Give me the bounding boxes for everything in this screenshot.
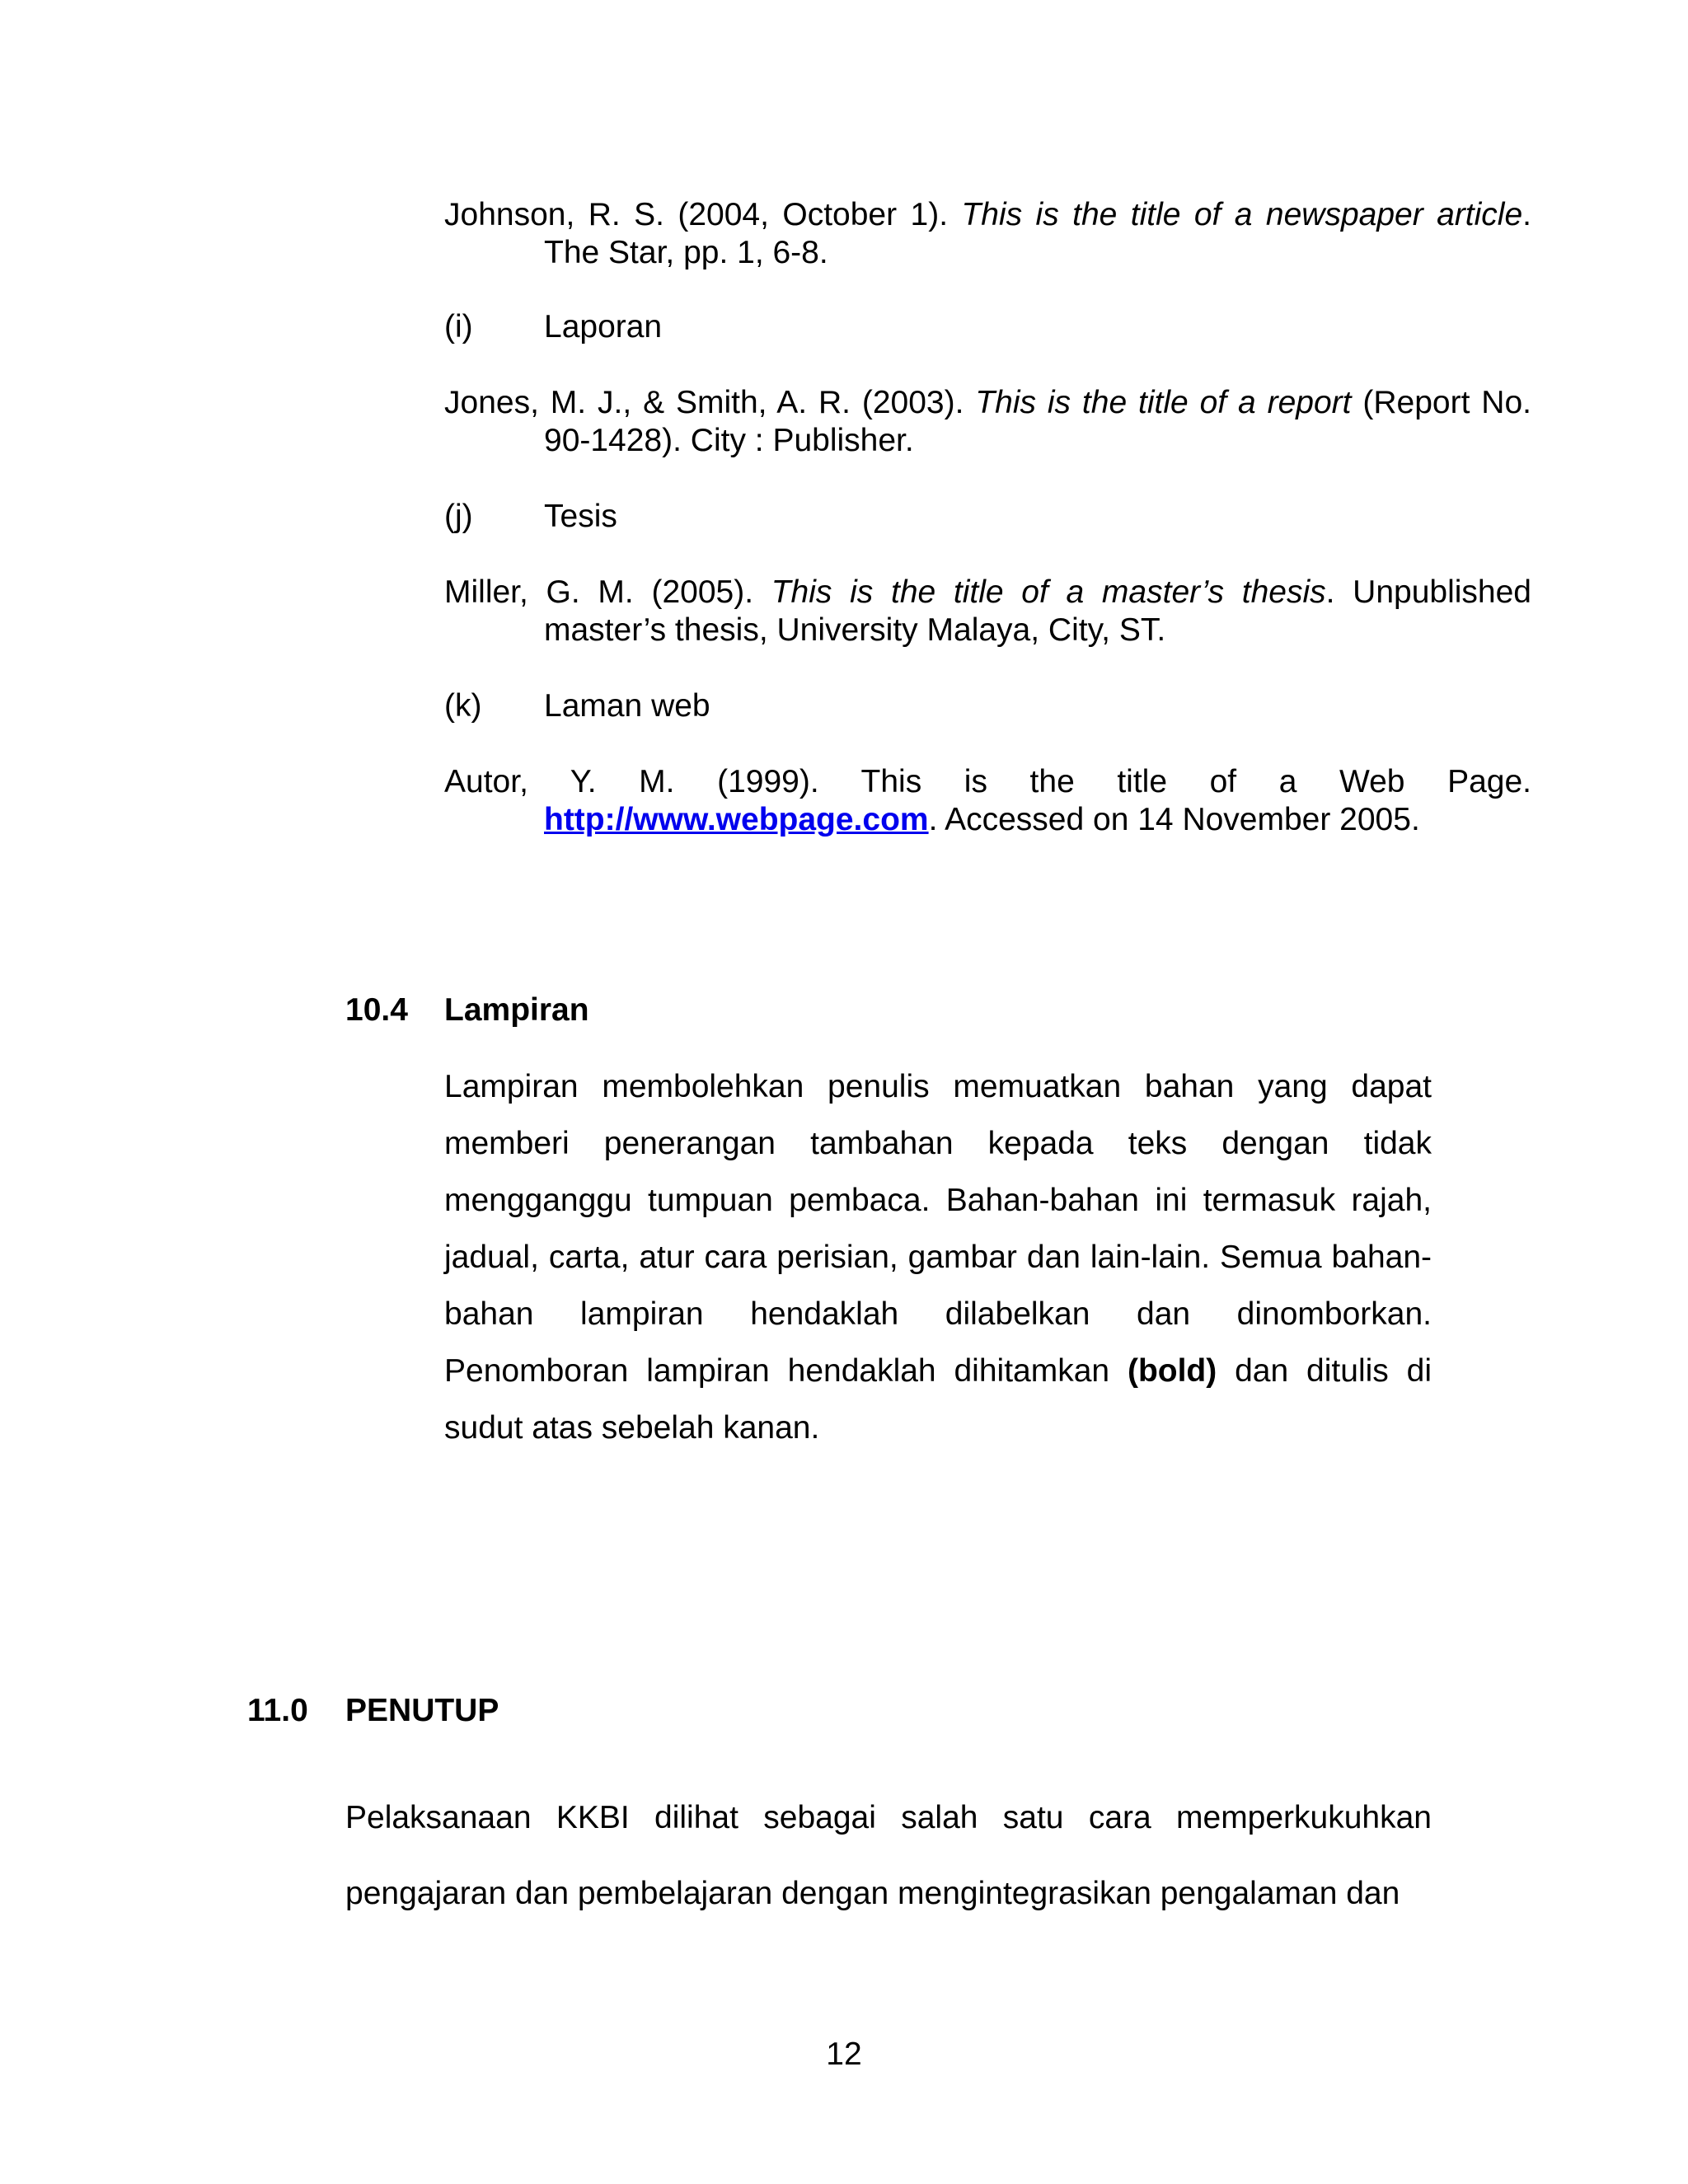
reference-report-title: This is the title of a report <box>975 385 1352 420</box>
section-11-0-title: PENUTUP <box>345 1693 499 1728</box>
reference-web <box>444 763 1531 839</box>
subheading-laman-web <box>444 687 710 725</box>
subheading-laman-web-text: Laman web <box>544 688 710 724</box>
subheading-laporan-label: (i) <box>444 309 473 344</box>
reference-newspaper <box>444 196 1531 272</box>
reference-thesis <box>444 574 1531 649</box>
subheading-tesis <box>444 498 617 536</box>
subheading-laporan <box>444 308 662 346</box>
section-11-0-number: 11.0 <box>247 1693 308 1728</box>
subheading-laman-web-label: (k) <box>444 688 482 724</box>
reference-thesis-suffix: . Unpublished master’s thesis, University Malaya, City, ST. <box>544 574 1531 648</box>
section-11-0-heading <box>247 1692 499 1730</box>
reference-thesis-title: This is the title of a master’s thesis <box>771 574 1326 610</box>
reference-thesis-prefix: Miller, G. M. (2005). <box>444 574 771 610</box>
section-10-4-body <box>444 1058 1432 1456</box>
reference-newspaper-prefix: Johnson, R. S. (2004, October 1). <box>444 197 962 232</box>
reference-report <box>444 384 1531 460</box>
reference-newspaper-suffix: . The Star, pp. 1, 6-8. <box>544 197 1531 270</box>
section-10-4-number: 10.4 <box>345 992 408 1028</box>
section-11-0-body: Pelaksanaan KKBI dilihat sebagai salah satu cara memperkukuhkan pengajaran dan pembelajaran dengan mengintegrasikan pengalaman dan <box>345 1800 1432 1911</box>
section-10-4-body-text-1: Lampiran membolehkan penulis memuatkan bahan yang dapat memberi penerangan tambahan kepada teks dengan tidak mengganggu tumpuan pembaca. Bahan-bahan ini termasuk rajah, jadual, carta, atur cara perisian, gambar dan lain-lain. Semua bahan-bahan lampiran hendaklah dilabelkan dan dinomborkan. Penomboran lampiran hendaklah dihitamkan <box>444 1069 1432 1389</box>
reference-web-link[interactable]: http://www.webpage.com <box>544 802 929 837</box>
section-10-4-heading <box>345 991 589 1029</box>
reference-web-prefix: Autor, Y. M. (1999). This is the title of a Web Page. <box>444 764 1531 799</box>
reference-report-suffix: (Report No. 90-1428). City : Publisher. <box>544 385 1531 458</box>
section-10-4-title: Lampiran <box>444 992 589 1028</box>
reference-web-suffix: . Accessed on 14 November 2005. <box>928 802 1420 837</box>
subheading-tesis-label: (j) <box>444 499 473 534</box>
subheading-laporan-text: Laporan <box>544 309 663 344</box>
section-10-4-body-text-2: dan ditulis di sudut atas sebelah kanan. <box>444 1353 1432 1446</box>
section-10-4-body-bold: (bold) <box>1127 1353 1217 1389</box>
reference-report-prefix: Jones, M. J., & Smith, A. R. (2003). <box>444 385 976 420</box>
page-number: 12 <box>826 2036 862 2072</box>
subheading-tesis-text: Tesis <box>544 499 617 534</box>
reference-newspaper-title: This is the title of a newspaper article <box>961 197 1523 232</box>
